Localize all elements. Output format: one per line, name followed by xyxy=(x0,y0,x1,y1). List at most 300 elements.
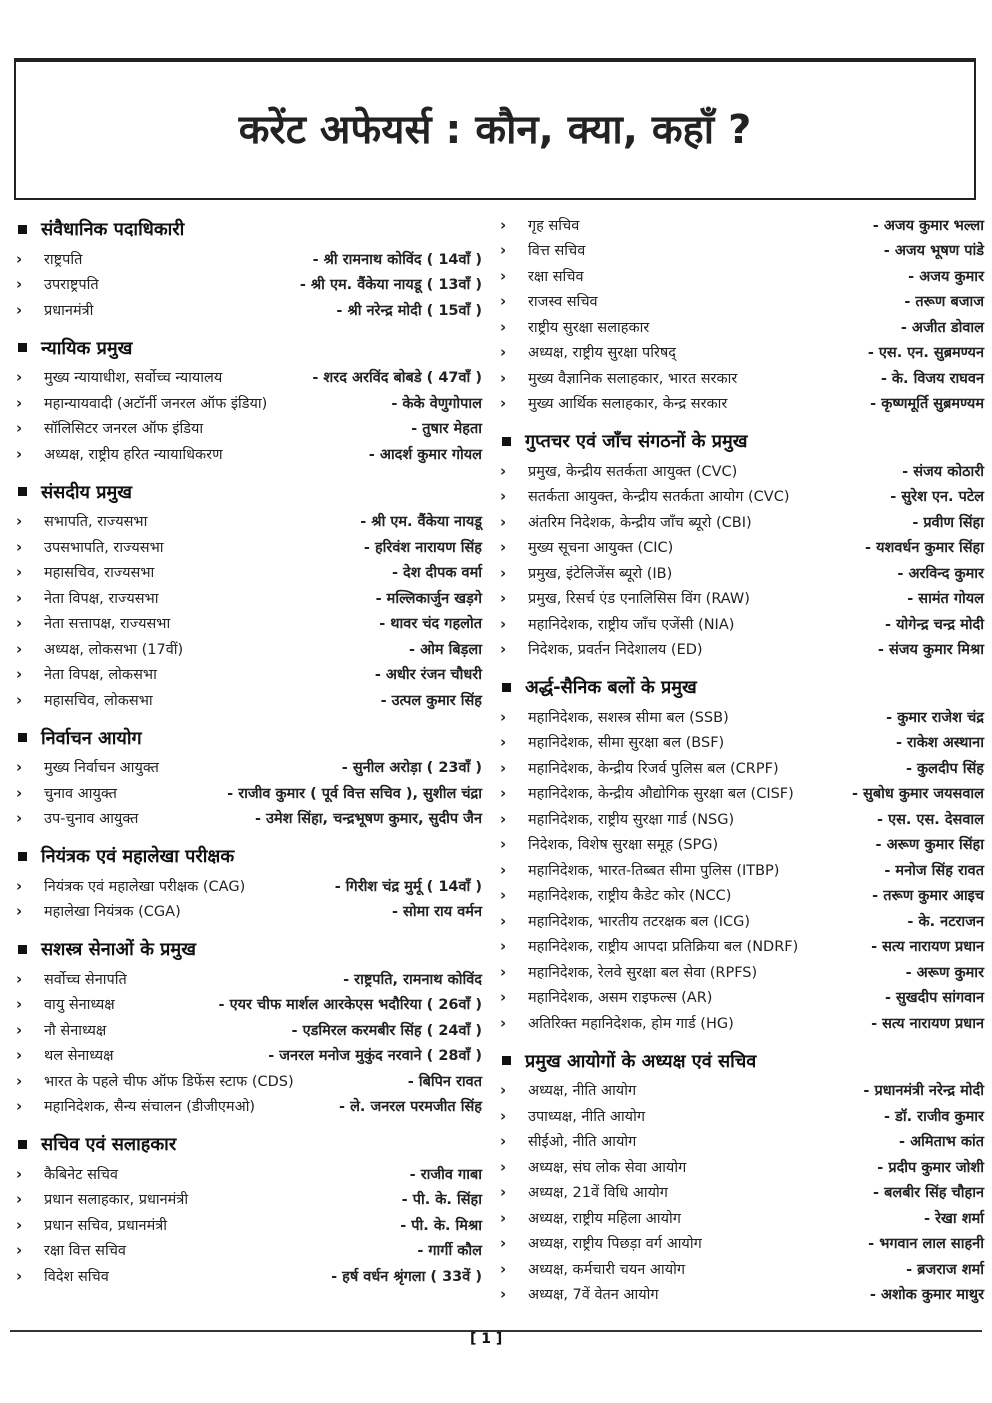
arrow-bullet-icon: › xyxy=(500,241,507,260)
arrow-bullet-icon: › xyxy=(16,368,23,387)
arrow-bullet-icon: › xyxy=(16,1266,23,1285)
list-item xyxy=(498,704,984,730)
square-bullet-icon xyxy=(18,487,27,496)
section-heading-text: अर्द्ध-सैनिक बलों के प्रमुख xyxy=(525,677,697,698)
position-label: राजस्व सचिव xyxy=(528,294,598,311)
office-holder-name: - बलबीर सिंह चौहान xyxy=(873,1185,984,1202)
position-label: उपाध्यक्ष, नीति आयोग xyxy=(528,1108,645,1125)
position-label: अध्यक्ष, राष्ट्रीय महिला आयोग xyxy=(528,1210,681,1227)
square-bullet-icon xyxy=(502,1056,511,1065)
section-left-2 xyxy=(14,475,482,713)
arrow-bullet-icon: › xyxy=(500,461,507,480)
arrow-bullet-icon: › xyxy=(500,343,507,362)
list-item xyxy=(498,535,984,561)
list-item xyxy=(498,484,984,510)
position-label: चुनाव आयुक्त xyxy=(44,785,117,802)
list-item xyxy=(498,730,984,756)
arrow-bullet-icon: › xyxy=(16,1215,23,1234)
arrow-bullet-icon: › xyxy=(16,995,23,1014)
arrow-bullet-icon: › xyxy=(500,368,507,387)
office-holder-name: - अरविन्द कुमार xyxy=(897,565,984,582)
list-item xyxy=(14,1043,482,1069)
office-holder-name: - राजीव कुमार ( पूर्व वित्त सचिव ), सुशील चंद्रा xyxy=(227,785,482,802)
list-item xyxy=(14,1263,482,1289)
office-holder-name: - जनरल मनोज मुकुंद नरवाने ( 28वाँ ) xyxy=(268,1048,482,1065)
list-item xyxy=(498,1078,984,1104)
arrow-bullet-icon: › xyxy=(16,758,23,777)
list-item xyxy=(498,857,984,883)
position-label: अध्यक्ष, कर्मचारी चयन आयोग xyxy=(528,1261,686,1278)
position-label: अध्यक्ष, राष्ट्रीय हरित न्यायाधिकरण xyxy=(44,446,223,463)
section-heading-text: न्यायिक प्रमुख xyxy=(41,337,133,359)
arrow-bullet-icon: › xyxy=(500,886,507,905)
arrow-bullet-icon: › xyxy=(16,969,23,988)
arrow-bullet-icon: › xyxy=(500,1081,507,1100)
position-label: महानिदेशक, असम राइफल्स (AR) xyxy=(528,990,713,1007)
office-holder-name: - थावर चंद गहलोत xyxy=(379,616,482,633)
position-label: महानिदेशक, केन्द्रीय रिजर्व पुलिस बल (CRPF) xyxy=(528,760,779,777)
position-label: अध्यक्ष, राष्ट्रीय पिछड़ा वर्ग आयोग xyxy=(528,1236,702,1253)
position-label: महानिदेशक, भारतीय तटरक्षक बल (ICG) xyxy=(528,913,751,930)
arrow-bullet-icon: › xyxy=(500,860,507,879)
office-holder-name: - रेखा शर्मा xyxy=(924,1210,984,1227)
arrow-bullet-icon: › xyxy=(16,563,23,582)
arrow-bullet-icon: › xyxy=(500,707,507,726)
position-label: प्रधान सचिव, प्रधानमंत्री xyxy=(44,1217,168,1234)
section-heading-text: संवैधानिक पदाधिकारी xyxy=(41,219,185,240)
section-heading xyxy=(498,670,984,704)
section-left-3 xyxy=(14,721,482,832)
position-label: विदेश सचिव xyxy=(44,1268,109,1285)
arrow-bullet-icon: › xyxy=(16,393,23,412)
office-holder-name: - तुषार मेहता xyxy=(411,421,482,438)
list-item xyxy=(14,873,482,899)
list-item xyxy=(14,662,482,688)
list-item xyxy=(498,755,984,781)
position-label: उपराष्ट्रपति xyxy=(44,277,99,294)
arrow-bullet-icon: › xyxy=(500,1234,507,1253)
list-item xyxy=(498,560,984,586)
section-heading xyxy=(14,932,482,966)
office-holder-name: - पी. के. सिंहा xyxy=(401,1192,482,1209)
list-item xyxy=(498,1129,984,1155)
office-holder-name: - उत्पल कुमार सिंह xyxy=(380,692,482,709)
position-label: अध्यक्ष, 21वें विधि आयोग xyxy=(528,1185,668,1202)
arrow-bullet-icon: › xyxy=(500,937,507,956)
list-item xyxy=(14,365,482,391)
position-label: महानिदेशक, सैन्य संचालन (डीजीएमओ) xyxy=(44,1099,256,1116)
list-item xyxy=(14,1017,482,1043)
list-item xyxy=(498,1154,984,1180)
office-holder-name: - श्री रामनाथ कोविंद ( 14वाँ ) xyxy=(312,251,482,268)
office-holder-name: - अजय कुमार xyxy=(908,268,984,285)
section-heading-text: सचिव एवं सलाहकार xyxy=(41,1134,177,1155)
square-bullet-icon xyxy=(502,683,511,692)
office-holder-name: - पी. के. मिश्रा xyxy=(400,1217,482,1234)
square-bullet-icon xyxy=(18,1140,27,1149)
arrow-bullet-icon: › xyxy=(16,1164,23,1183)
list-item xyxy=(498,908,984,934)
list-item xyxy=(14,560,482,586)
office-holder-name: - बिपिन रावत xyxy=(407,1073,482,1090)
arrow-bullet-icon: › xyxy=(500,589,507,608)
office-holder-name: - के. नटराजन xyxy=(907,913,984,930)
office-holder-name: - हरिवंश नारायण सिंह xyxy=(363,539,482,556)
position-label: थल सेनाध्यक्ष xyxy=(44,1048,114,1065)
arrow-bullet-icon: › xyxy=(16,1190,23,1209)
office-holder-name: - डॉ. राजीव कुमार xyxy=(884,1108,984,1125)
arrow-bullet-icon: › xyxy=(16,300,23,319)
section-right-0 xyxy=(498,212,984,416)
list-item xyxy=(14,966,482,992)
section-heading-text: निर्वाचन आयोग xyxy=(41,727,142,749)
position-label: मुख्य न्यायाधीश, सर्वोच्च न्यायालय xyxy=(44,370,223,387)
arrow-bullet-icon: › xyxy=(16,1020,23,1039)
square-bullet-icon xyxy=(18,852,27,861)
arrow-bullet-icon: › xyxy=(500,512,507,531)
position-label: मुख्य आर्थिक सलाहकार, केन्द्र सरकार xyxy=(528,396,728,413)
list-item xyxy=(498,832,984,858)
office-holder-name: - गिरीश चंद्र मुर्मू ( 14वाँ ) xyxy=(334,878,482,895)
office-holder-name: - मनोज सिंह रावत xyxy=(884,862,984,879)
office-holder-name: - हर्ष वर्धन श्रृंगला ( 33वें ) xyxy=(331,1268,482,1285)
office-holder-name: - अधीर रंजन चौधरी xyxy=(374,667,482,684)
position-label: महासचिव, लोकसभा xyxy=(44,692,153,709)
list-item xyxy=(14,687,482,713)
position-label: महानिदेशक, भारत-तिब्बत सीमा पुलिस (ITBP) xyxy=(528,862,780,879)
list-item xyxy=(14,534,482,560)
position-label: वायु सेनाध्यक्ष xyxy=(44,997,115,1014)
office-holder-name: - ब्रजराज शर्मा xyxy=(906,1261,984,1278)
office-holder-name: - योगेन्द्र चन्द्र मोदी xyxy=(885,616,984,633)
arrow-bullet-icon: › xyxy=(500,911,507,930)
office-holder-name: - तरूण कुमार आइच xyxy=(872,888,984,905)
list-item xyxy=(498,1180,984,1206)
section-heading xyxy=(498,1044,984,1078)
position-label: प्रमुख, केन्द्रीय सतर्कता आयुक्त (CVC) xyxy=(528,463,738,480)
arrow-bullet-icon: › xyxy=(16,588,23,607)
arrow-bullet-icon: › xyxy=(16,419,23,438)
position-label: महानिदेशक, राष्ट्रीय जाँच एजेंसी (NIA) xyxy=(528,616,735,633)
office-holder-name: - एस. एन. सुब्रमण्यन xyxy=(867,345,984,362)
office-holder-name: - के. विजय राघवन xyxy=(880,370,984,387)
list-item xyxy=(498,289,984,315)
office-holder-name: - तरूण बजाज xyxy=(904,294,984,311)
section-right-3 xyxy=(498,1044,984,1308)
list-item xyxy=(498,806,984,832)
section-heading-text: सशस्त्र सेनाओं के प्रमुख xyxy=(41,939,196,960)
office-holder-name: - कुलदीप सिंह xyxy=(905,760,984,777)
arrow-bullet-icon: › xyxy=(16,444,23,463)
office-holder-name: - अजय भूषण पांडे xyxy=(883,243,984,260)
list-item xyxy=(14,441,482,467)
section-heading xyxy=(14,212,482,246)
list-item xyxy=(498,959,984,985)
arrow-bullet-icon: › xyxy=(16,275,23,294)
position-label: महासचिव, राज्यसभा xyxy=(44,565,155,582)
position-label: नेता विपक्ष, लोकसभा xyxy=(44,667,157,684)
arrow-bullet-icon: › xyxy=(500,394,507,413)
position-label: रक्षा वित्त सचिव xyxy=(44,1243,126,1260)
list-item xyxy=(498,586,984,612)
arrow-bullet-icon: › xyxy=(500,1157,507,1176)
arrow-bullet-icon: › xyxy=(500,835,507,854)
position-label: महान्यायवादी (अटॉर्नी जनरल ऑफ इंडिया) xyxy=(44,395,268,412)
arrow-bullet-icon: › xyxy=(16,639,23,658)
arrow-bullet-icon: › xyxy=(500,640,507,659)
office-holder-name: - सामंत गोयल xyxy=(907,591,984,608)
position-label: भारत के पहले चीफ ऑफ डिफेंस स्टाफ (CDS) xyxy=(44,1073,294,1090)
list-item xyxy=(498,238,984,264)
office-holder-name: - प्रवीण सिंहा xyxy=(912,514,984,531)
arrow-bullet-icon: › xyxy=(16,614,23,633)
position-label: महानिदेशक, राष्ट्रीय कैडेट कोर (NCC) xyxy=(528,888,732,905)
arrow-bullet-icon: › xyxy=(16,902,23,921)
position-label: नेता विपक्ष, राज्यसभा xyxy=(44,590,159,607)
section-left-1 xyxy=(14,331,482,467)
arrow-bullet-icon: › xyxy=(500,1208,507,1227)
arrow-bullet-icon: › xyxy=(500,1132,507,1151)
position-label: मुख्य सूचना आयुक्त (CIC) xyxy=(528,540,674,557)
position-label: प्रमुख, इंटेलिजेंस ब्यूरो (IB) xyxy=(528,565,673,582)
position-label: नेता सत्तापक्ष, राज्यसभा xyxy=(44,616,171,633)
office-holder-name: - केके वेणुगोपाल xyxy=(391,395,482,412)
list-item xyxy=(498,934,984,960)
list-item xyxy=(498,340,984,366)
list-item xyxy=(14,636,482,662)
list-item xyxy=(14,780,482,806)
position-label: अंतरिम निदेशक, केन्द्रीय जाँच ब्यूरो (CBI) xyxy=(528,514,752,531)
position-label: मुख्य निर्वाचन आयुक्त xyxy=(44,760,159,777)
office-holder-name: - मल्लिकार्जुन खड़गे xyxy=(375,590,482,607)
list-item xyxy=(14,806,482,832)
position-label: सॉलिसिटर जनरल ऑफ इंडिया xyxy=(44,421,204,438)
arrow-bullet-icon: › xyxy=(500,1013,507,1032)
position-label: महानिदेशक, सशस्त्र सीमा बल (SSB) xyxy=(528,709,729,726)
arrow-bullet-icon: › xyxy=(500,1285,507,1304)
list-item xyxy=(498,314,984,340)
office-holder-name: - ले. जनरल परमजीत सिंह xyxy=(339,1099,482,1116)
arrow-bullet-icon: › xyxy=(500,563,507,582)
position-label: महानिदेशक, रेलवे सुरक्षा बल सेवा (RPFS) xyxy=(528,964,758,981)
office-holder-name: - सत्य नारायण प्रधान xyxy=(871,939,984,956)
position-label: अध्यक्ष, 7वें वेतन आयोग xyxy=(528,1287,659,1304)
position-label: सभापति, राज्यसभा xyxy=(44,514,148,531)
office-holder-name: - संजय कुमार मिश्रा xyxy=(877,642,984,659)
section-heading xyxy=(14,475,482,509)
position-label: अतिरिक्त महानिदेशक, होम गार्ड (HG) xyxy=(528,1015,734,1032)
position-label: नौ सेनाध्यक्ष xyxy=(44,1022,107,1039)
position-label: राष्ट्रपति xyxy=(44,251,83,268)
arrow-bullet-icon: › xyxy=(500,758,507,777)
office-holder-name: - सुखदीप सांगवान xyxy=(884,990,984,1007)
position-label: मुख्य वैज्ञानिक सलाहकार, भारत सरकार xyxy=(528,370,738,387)
section-heading-text: संसदीय प्रमुख xyxy=(41,481,132,503)
position-label: निदेशक, प्रवर्तन निदेशालय (ED) xyxy=(528,642,703,659)
right-column xyxy=(498,212,984,1315)
list-item xyxy=(14,585,482,611)
arrow-bullet-icon: › xyxy=(500,292,507,311)
position-label: उपसभापति, राज्यसभा xyxy=(44,539,164,556)
section-left-0 xyxy=(14,212,482,323)
position-label: अध्यक्ष, राष्ट्रीय सुरक्षा परिषद् xyxy=(528,345,676,362)
arrow-bullet-icon: › xyxy=(16,1241,23,1260)
section-heading-text: प्रमुख आयोगों के अध्यक्ष एवं सचिव xyxy=(525,1050,757,1072)
list-item xyxy=(14,755,482,781)
office-holder-name: - कुमार राजेश चंद्र xyxy=(886,709,984,726)
list-item xyxy=(498,781,984,807)
office-holder-name: - भगवान लाल साहनी xyxy=(868,1236,984,1253)
arrow-bullet-icon: › xyxy=(500,215,507,234)
arrow-bullet-icon: › xyxy=(500,1183,507,1202)
position-label: राष्ट्रीय सुरक्षा सलाहकार xyxy=(528,319,650,336)
list-item xyxy=(498,458,984,484)
section-heading xyxy=(14,331,482,365)
position-label: प्रमुख, रिसर्च एंड एनालिसिस विंग (RAW) xyxy=(528,591,750,608)
position-label: गृह सचिव xyxy=(528,217,580,234)
arrow-bullet-icon: › xyxy=(500,317,507,336)
list-item xyxy=(498,611,984,637)
arrow-bullet-icon: › xyxy=(16,665,23,684)
office-holder-name: - अरूण कुमार xyxy=(905,964,984,981)
arrow-bullet-icon: › xyxy=(500,962,507,981)
position-label: प्रधान सलाहकार, प्रधानमंत्री xyxy=(44,1192,189,1209)
office-holder-name: - उमेश सिंहा, चन्द्रभूषण कुमार, सुदीप जैन xyxy=(254,811,482,828)
section-right-2 xyxy=(498,670,984,1036)
office-holder-name: - प्रदीप कुमार जोशी xyxy=(877,1159,984,1176)
page-title: करेंट अफेयर्स : कौन, क्या, कहाँ ? xyxy=(238,107,752,153)
position-label: प्रधानमंत्री xyxy=(44,302,94,319)
list-item xyxy=(14,611,482,637)
position-label: कैबिनेट सचिव xyxy=(44,1166,118,1183)
position-label: महानिदेशक, केन्द्रीय औद्योगिक सुरक्षा बल (CISF) xyxy=(528,786,794,803)
arrow-bullet-icon: › xyxy=(500,487,507,506)
arrow-bullet-icon: › xyxy=(16,1071,23,1090)
office-holder-name: - यशवर्धन कुमार सिंहा xyxy=(865,540,984,557)
office-holder-name: - आदर्श कुमार गोयल xyxy=(368,446,482,463)
arrow-bullet-icon: › xyxy=(16,809,23,828)
square-bullet-icon xyxy=(18,225,27,234)
position-label: महानिदेशक, सीमा सुरक्षा बल (BSF) xyxy=(528,735,725,752)
list-item xyxy=(14,297,482,323)
position-label: महानिदेशक, राष्ट्रीय सुरक्षा गार्ड (NSG) xyxy=(528,811,735,828)
arrow-bullet-icon: › xyxy=(16,876,23,895)
office-holder-name: - अशोक कुमार माथुर xyxy=(869,1287,984,1304)
list-item xyxy=(14,390,482,416)
arrow-bullet-icon: › xyxy=(16,783,23,802)
position-label: महालेखा नियंत्रक (CGA) xyxy=(44,904,181,921)
arrow-bullet-icon: › xyxy=(16,690,23,709)
office-holder-name: - कृष्णमूर्ति सुब्रमण्यम xyxy=(870,396,984,413)
arrow-bullet-icon: › xyxy=(16,537,23,556)
list-item xyxy=(14,1187,482,1213)
arrow-bullet-icon: › xyxy=(500,538,507,557)
list-item xyxy=(14,272,482,298)
office-holder-name: - संजय कोठारी xyxy=(902,463,984,480)
list-item xyxy=(14,1212,482,1238)
section-heading xyxy=(14,839,482,873)
section-left-5 xyxy=(14,932,482,1119)
office-holder-name: - श्री नरेन्द्र मोदी ( 15वाँ ) xyxy=(336,302,482,319)
position-label: महानिदेशक, राष्ट्रीय आपदा प्रतिक्रिया बल (NDRF) xyxy=(528,939,799,956)
square-bullet-icon xyxy=(18,733,27,742)
list-item xyxy=(14,992,482,1018)
office-holder-name: - एस. एस. देसवाल xyxy=(877,811,984,828)
arrow-bullet-icon: › xyxy=(500,1259,507,1278)
office-holder-name: - श्री एम. वैंकेया नायडू ( 13वाँ ) xyxy=(299,277,482,294)
position-label: अध्यक्ष, लोकसभा (17वीं) xyxy=(44,641,184,658)
arrow-bullet-icon: › xyxy=(16,1097,23,1116)
list-item xyxy=(498,212,984,238)
position-label: उप-चुनाव आयुक्त xyxy=(44,811,139,828)
office-holder-name: - सत्य नारायण प्रधान xyxy=(871,1015,984,1032)
arrow-bullet-icon: › xyxy=(16,249,23,268)
arrow-bullet-icon: › xyxy=(500,614,507,633)
list-item xyxy=(498,1282,984,1308)
square-bullet-icon xyxy=(502,437,511,446)
list-item xyxy=(14,416,482,442)
list-item xyxy=(498,509,984,535)
office-holder-name: - अमिताभ कांत xyxy=(899,1134,984,1151)
office-holder-name: - श्री एम. वैंकेया नायडू xyxy=(360,514,482,531)
office-holder-name: - अरूण कुमार सिंहा xyxy=(875,837,984,854)
position-label: नियंत्रक एवं महालेखा परीक्षक (CAG) xyxy=(44,878,246,895)
title-box xyxy=(14,58,976,200)
office-holder-name: - अजय कुमार भल्ला xyxy=(872,217,984,234)
office-holder-name: - सुबोध कुमार जयसवाल xyxy=(851,786,984,803)
list-item xyxy=(498,637,984,663)
list-item xyxy=(498,1205,984,1231)
office-holder-name: - देश दीपक वर्मा xyxy=(391,565,482,582)
position-label: अध्यक्ष, नीति आयोग xyxy=(528,1083,637,1100)
section-left-4 xyxy=(14,839,482,924)
list-item xyxy=(14,1094,482,1120)
office-holder-name: - राष्ट्रपति, रामनाथ कोविंद xyxy=(343,971,482,988)
section-heading xyxy=(14,721,482,755)
office-holder-name: - राजीव गाबा xyxy=(409,1166,482,1183)
arrow-bullet-icon: › xyxy=(500,809,507,828)
office-holder-name: - सोमा राय वर्मन xyxy=(391,904,482,921)
position-label: रक्षा सचिव xyxy=(528,268,584,285)
arrow-bullet-icon: › xyxy=(500,784,507,803)
section-left-6 xyxy=(14,1127,482,1289)
office-holder-name: - सुनील अरोड़ा ( 23वाँ ) xyxy=(341,760,482,777)
list-item xyxy=(14,899,482,925)
square-bullet-icon xyxy=(18,343,27,352)
list-item xyxy=(498,1010,984,1036)
section-heading-text: गुप्तचर एवं जाँच संगठनों के प्रमुख xyxy=(525,431,748,452)
left-column xyxy=(14,212,482,1297)
office-holder-name: - शरद अरविंद बोबडे ( 47वाँ ) xyxy=(312,370,482,387)
arrow-bullet-icon: › xyxy=(500,266,507,285)
list-item xyxy=(498,1256,984,1282)
arrow-bullet-icon: › xyxy=(16,512,23,531)
list-item xyxy=(14,1161,482,1187)
list-item xyxy=(14,246,482,272)
position-label: सर्वोच्च सेनापति xyxy=(44,971,127,988)
position-label: वित्त सचिव xyxy=(528,243,586,260)
arrow-bullet-icon: › xyxy=(16,1046,23,1065)
position-label: निदेशक, विशेष सुरक्षा समूह (SPG) xyxy=(528,837,719,854)
list-item xyxy=(14,1068,482,1094)
office-holder-name: - गार्गी कौल xyxy=(417,1243,482,1260)
arrow-bullet-icon: › xyxy=(500,1106,507,1125)
arrow-bullet-icon: › xyxy=(500,733,507,752)
list-item xyxy=(14,1238,482,1264)
office-holder-name: - सुरेश एन. पटेल xyxy=(890,489,984,506)
arrow-bullet-icon: › xyxy=(500,988,507,1007)
list-item xyxy=(498,985,984,1011)
